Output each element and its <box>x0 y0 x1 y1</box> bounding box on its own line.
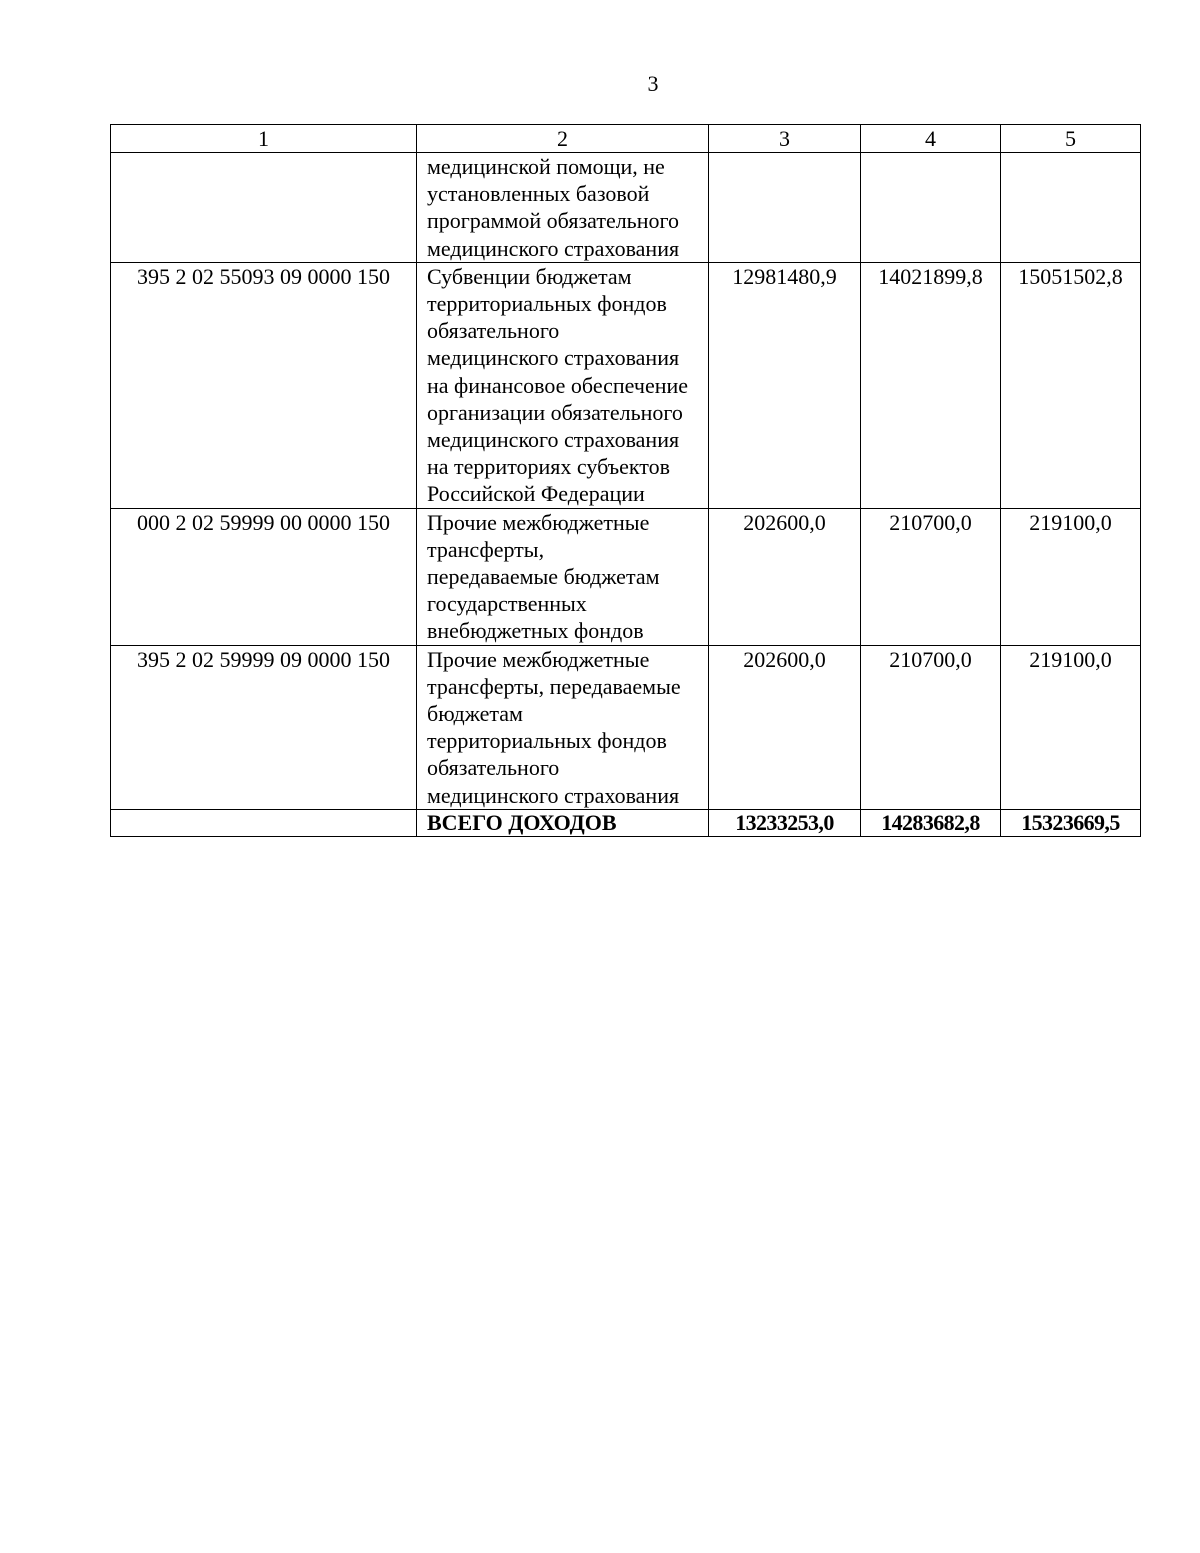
budget-code-cell <box>111 153 417 263</box>
page-number: 3 <box>647 71 659 96</box>
item-name-line: медицинского страхования <box>427 782 680 808</box>
item-name-cell <box>417 153 709 263</box>
item-name-line: медицинского страхования <box>427 235 680 261</box>
item-name-line: внебюджетных фондов <box>427 618 644 644</box>
total-value-col5: 15323669,5 <box>1001 809 1141 836</box>
table-row <box>111 153 1141 263</box>
table-header-row <box>111 125 1141 153</box>
value-cell-col4 <box>861 153 1001 263</box>
value-cell-col4: 210700,0 <box>861 645 1001 809</box>
item-name-cell <box>417 645 709 809</box>
total-row <box>111 809 1141 836</box>
value-cell-col5: 219100,0 <box>1001 508 1141 645</box>
column-header-4: 4 <box>861 125 1001 153</box>
item-name-line: Субвенции бюджетам <box>427 263 632 289</box>
total-value-col3: 13233253,0 <box>709 809 861 836</box>
item-name-line: государственных <box>427 591 587 617</box>
item-name-line: территориальных фондов <box>427 728 667 754</box>
revenue-table <box>110 124 1141 837</box>
column-header-2: 2 <box>417 125 709 153</box>
item-name-line: Прочие межбюджетные <box>427 646 650 672</box>
value-cell-col3 <box>709 153 861 263</box>
column-header-5: 5 <box>1001 125 1141 153</box>
item-name-line: бюджетам <box>427 701 523 727</box>
budget-code-cell: 395 2 02 59999 09 0000 150 <box>111 645 417 809</box>
value-cell-col5: 15051502,8 <box>1001 262 1141 508</box>
item-name-line: передаваемые бюджетам <box>427 564 660 590</box>
item-name-line: организации обязательного <box>427 399 683 425</box>
table-row <box>111 645 1141 809</box>
value-cell-col4: 14021899,8 <box>861 262 1001 508</box>
item-name-line: обязательного <box>427 318 560 344</box>
total-code-cell <box>111 809 417 836</box>
value-cell-col5: 219100,0 <box>1001 645 1141 809</box>
value-cell-col4: 210700,0 <box>861 508 1001 645</box>
budget-code-cell: 000 2 02 59999 00 0000 150 <box>111 508 417 645</box>
value-cell-col3: 12981480,9 <box>709 262 861 508</box>
item-name-line: Российской Федерации <box>427 481 645 507</box>
item-name-line: программой обязательного <box>427 208 679 234</box>
item-name-line: территориальных фондов <box>427 291 667 317</box>
budget-code-cell: 395 2 02 55093 09 0000 150 <box>111 262 417 508</box>
item-name-line: Прочие межбюджетные <box>427 509 650 535</box>
item-name-line: медицинской помощи, не <box>427 154 665 179</box>
column-header-3: 3 <box>709 125 861 153</box>
item-name-line: трансферты, <box>427 536 545 562</box>
table-row <box>111 508 1141 645</box>
item-name-line: установленных базовой <box>427 181 650 207</box>
item-name-cell <box>417 508 709 645</box>
value-cell-col3: 202600,0 <box>709 508 861 645</box>
item-name-line: трансферты, передаваемые <box>427 673 681 699</box>
item-name-line: медицинского страхования <box>427 427 680 453</box>
column-header-1: 1 <box>111 125 417 153</box>
value-cell-col3: 202600,0 <box>709 645 861 809</box>
item-name-line: на финансовое обеспечение <box>427 372 689 398</box>
item-name-line: медицинского страхования <box>427 345 680 371</box>
value-cell-col5 <box>1001 153 1141 263</box>
total-label: ВСЕГО ДОХОДОВ <box>417 809 709 836</box>
item-name-line: на территориях субъектов <box>427 454 670 480</box>
table-row <box>111 262 1141 508</box>
total-value-col4: 14283682,8 <box>861 809 1001 836</box>
item-name-cell <box>417 262 709 508</box>
item-name-line: обязательного <box>427 755 560 781</box>
